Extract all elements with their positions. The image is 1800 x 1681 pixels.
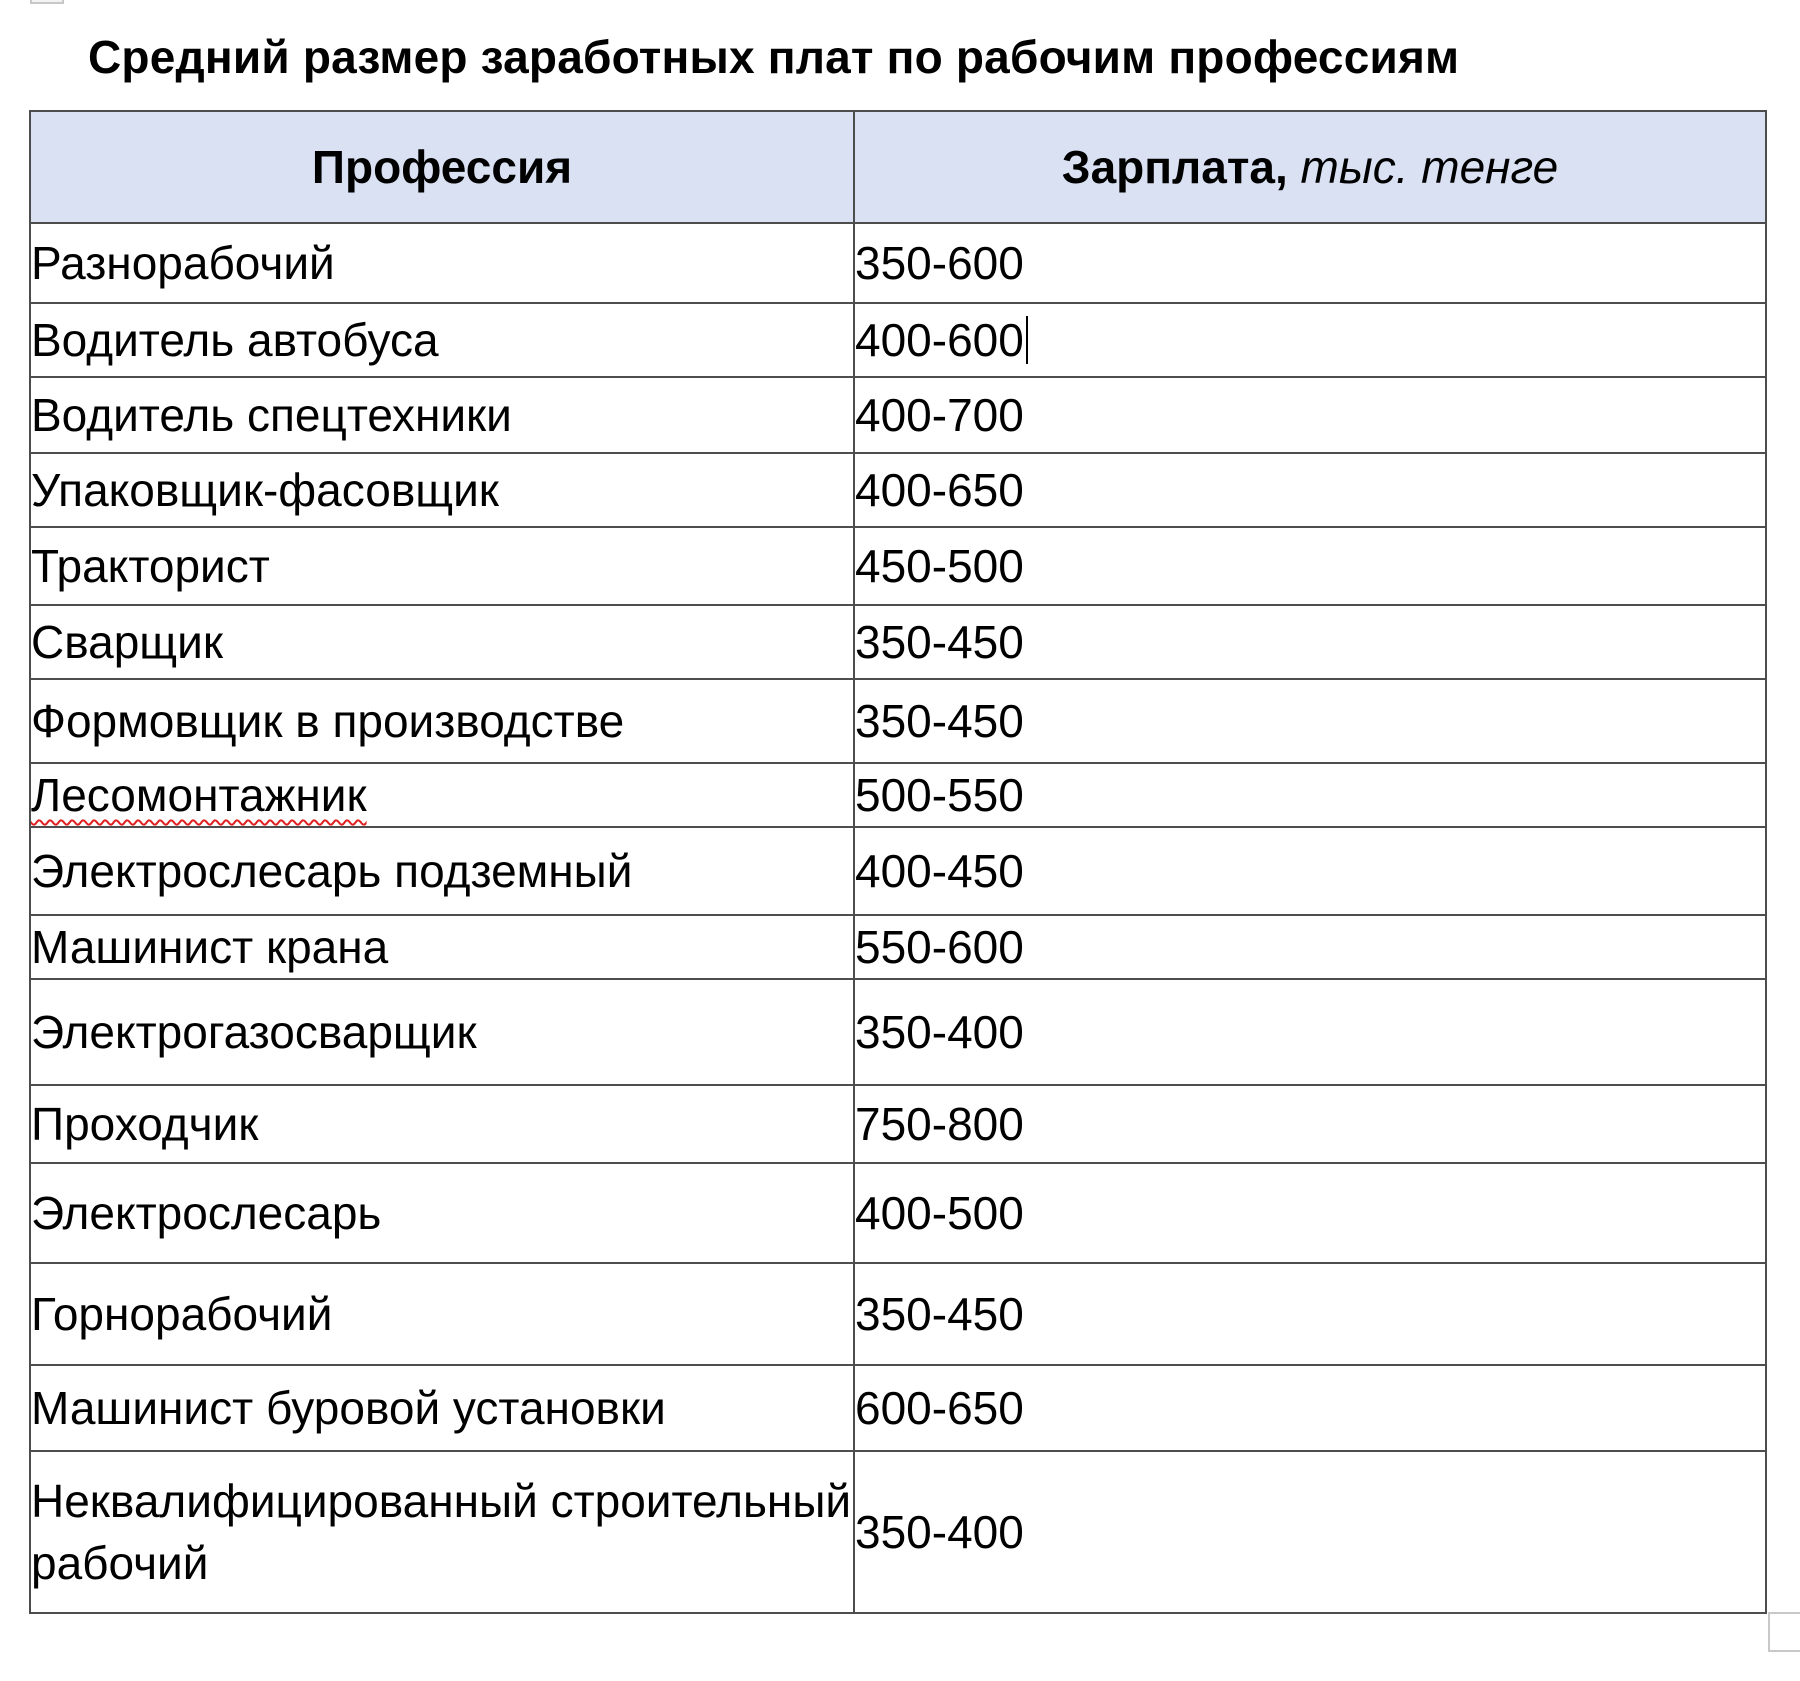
profession-cell[interactable]: Электрогазосварщик	[30, 979, 854, 1085]
table-row	[30, 527, 1766, 605]
table-row	[30, 827, 1766, 915]
salary-cell[interactable]: 500-550	[854, 763, 1766, 827]
salary-cell[interactable]: 550-600	[854, 915, 1766, 979]
salary-cell[interactable]: 350-400	[854, 1451, 1766, 1613]
profession-cell[interactable]: Упаковщик-фасовщик	[30, 453, 854, 527]
table-row	[30, 223, 1766, 303]
header-profession[interactable]: Профессия	[30, 111, 854, 223]
profession-cell[interactable]: Разнорабочий	[30, 223, 854, 303]
table-row	[30, 1365, 1766, 1451]
table-row	[30, 679, 1766, 763]
table-row	[30, 377, 1766, 453]
salary-table	[29, 110, 1767, 1614]
table-row	[30, 1085, 1766, 1163]
table-row	[30, 1263, 1766, 1365]
salary-cell[interactable]	[854, 303, 1766, 377]
table-row	[30, 763, 1766, 827]
profession-cell[interactable]: Электрослесарь подземный	[30, 827, 854, 915]
salary-cell[interactable]: 350-450	[854, 605, 1766, 679]
salary-cell[interactable]: 400-650	[854, 453, 1766, 527]
salary-cell[interactable]: 450-500	[854, 527, 1766, 605]
header-salary-unit: тыс. тенге	[1300, 141, 1559, 193]
table-row	[30, 1163, 1766, 1263]
text-cursor	[1026, 316, 1028, 364]
profession-cell[interactable]: Электрослесарь	[30, 1163, 854, 1263]
table-move-handle[interactable]	[30, 0, 64, 4]
table-header-row	[30, 111, 1766, 223]
profession-cell[interactable]: Водитель спецтехники	[30, 377, 854, 453]
profession-cell[interactable]: Формовщик в производстве	[30, 679, 854, 763]
table-row	[30, 303, 1766, 377]
salary-cell[interactable]: 350-450	[854, 679, 1766, 763]
profession-cell[interactable]	[30, 763, 854, 827]
salary-cell[interactable]: 750-800	[854, 1085, 1766, 1163]
salary-cell[interactable]: 350-450	[854, 1263, 1766, 1365]
profession-cell[interactable]: Неквалифицированный строительный рабочий	[30, 1451, 854, 1613]
spellcheck-underlined-word[interactable]: Лесомонтажник	[31, 769, 367, 821]
table-row	[30, 979, 1766, 1085]
table-row	[30, 453, 1766, 527]
salary-cell[interactable]: 350-400	[854, 979, 1766, 1085]
profession-cell[interactable]: Водитель автобуса	[30, 303, 854, 377]
salary-cell[interactable]: 600-650	[854, 1365, 1766, 1451]
profession-cell[interactable]: Машинист крана	[30, 915, 854, 979]
salary-cell[interactable]: 400-700	[854, 377, 1766, 453]
salary-value: 400-600	[855, 314, 1024, 366]
table-row	[30, 605, 1766, 679]
salary-cell[interactable]: 400-500	[854, 1163, 1766, 1263]
table-resize-handle[interactable]	[1768, 1612, 1800, 1652]
profession-cell[interactable]: Горнорабочий	[30, 1263, 854, 1365]
table-row	[30, 915, 1766, 979]
profession-cell[interactable]: Проходчик	[30, 1085, 854, 1163]
profession-cell[interactable]: Машинист буровой установки	[30, 1365, 854, 1451]
salary-cell[interactable]: 350-600	[854, 223, 1766, 303]
profession-cell[interactable]: Сварщик	[30, 605, 854, 679]
table-row	[30, 1451, 1766, 1613]
header-salary[interactable]	[854, 111, 1766, 223]
profession-cell[interactable]: Тракторист	[30, 527, 854, 605]
salary-cell[interactable]: 400-450	[854, 827, 1766, 915]
header-salary-label: Зарплата,	[1061, 141, 1288, 193]
document-title: Средний размер заработных плат по рабочим профессиям	[88, 31, 1460, 83]
